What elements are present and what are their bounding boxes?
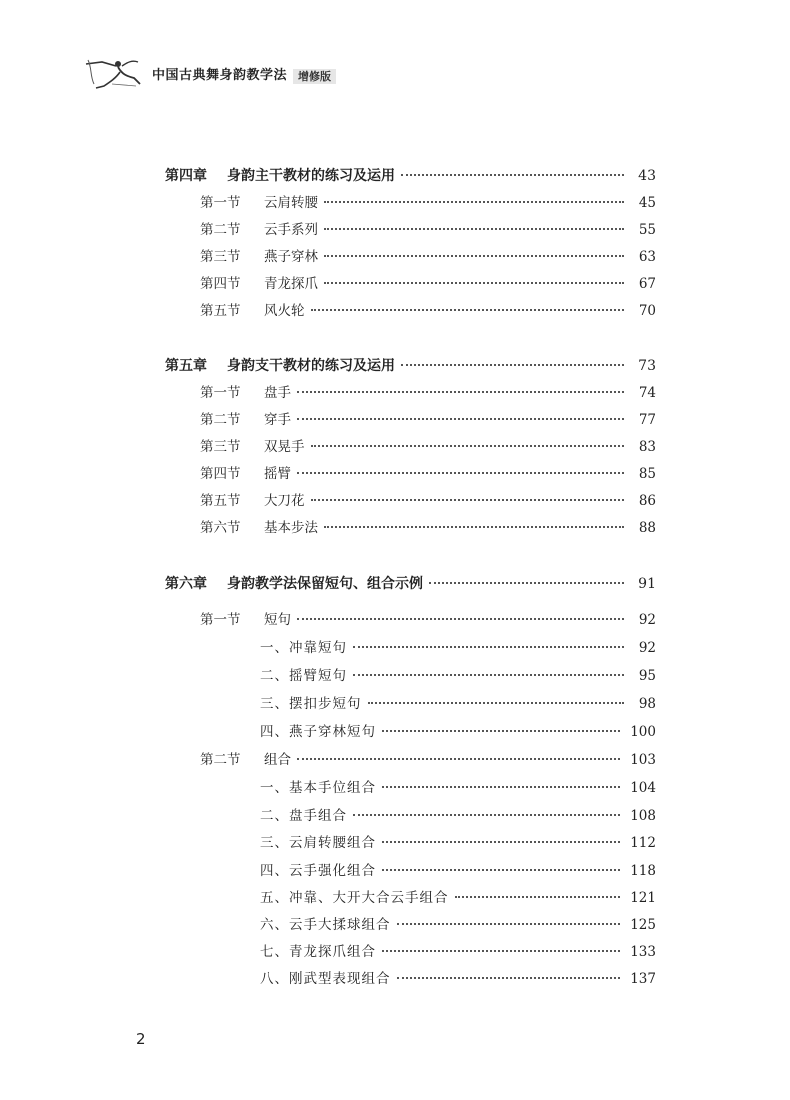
- leader-dots: [324, 526, 624, 528]
- toc-row-sub[interactable]: [260, 887, 656, 909]
- section-title: 盘手: [264, 385, 291, 401]
- section-number: 第五节: [200, 303, 241, 319]
- section-number: 第四节: [200, 276, 241, 292]
- chapter-title: 身韵支干教材的练习及运用: [227, 358, 395, 374]
- sub-title: 二、摇臂短句: [260, 668, 347, 684]
- page-ref: 133: [630, 944, 656, 960]
- section-title: 摇臂: [264, 466, 291, 482]
- page-ref: 112: [630, 835, 656, 851]
- page-ref: 137: [630, 971, 656, 987]
- leader-dots: [429, 582, 624, 584]
- section-title: 大刀花: [264, 493, 305, 509]
- page-ref: 83: [638, 439, 656, 455]
- sub-title: 五、冲靠、大开大合云手组合: [260, 890, 449, 906]
- section-number: 第一节: [200, 612, 241, 628]
- leader-dots: [324, 282, 624, 284]
- sub-title: 一、基本手位组合: [260, 780, 376, 796]
- toc-row-section[interactable]: [200, 246, 656, 268]
- leader-dots: [401, 364, 624, 366]
- leader-dots: [382, 950, 620, 952]
- leader-dots: [324, 255, 624, 257]
- leader-dots: [311, 499, 625, 501]
- page-ref: 125: [630, 917, 656, 933]
- page-ref: 43: [638, 168, 656, 184]
- section-number: 第二节: [200, 752, 241, 768]
- leader-dots: [353, 674, 624, 676]
- page-ref: 100: [630, 724, 656, 740]
- toc-row-section[interactable]: [200, 382, 656, 404]
- leader-dots: [297, 758, 620, 760]
- sub-title: 三、摆扣步短句: [260, 696, 362, 712]
- leader-dots: [297, 618, 624, 620]
- toc-row-sub[interactable]: [260, 777, 656, 799]
- leader-dots: [353, 646, 624, 648]
- toc-row-section[interactable]: [200, 436, 656, 458]
- leader-dots: [324, 201, 624, 203]
- page-ref: 63: [638, 249, 656, 265]
- page-ref: 73: [638, 358, 656, 374]
- leader-dots: [397, 923, 621, 925]
- leader-dots: [382, 730, 620, 732]
- toc-row-sub[interactable]: [260, 693, 656, 715]
- page-ref: 92: [638, 640, 656, 656]
- sub-title: 二、盘手组合: [260, 808, 347, 824]
- toc-row-sub[interactable]: [260, 637, 656, 659]
- page-ref: 88: [638, 520, 656, 536]
- page-ref: 85: [638, 466, 656, 482]
- page-ref: 45: [638, 195, 656, 211]
- sub-title: 四、燕子穿林短句: [260, 724, 376, 740]
- page-ref: 91: [638, 576, 656, 592]
- section-title: 穿手: [264, 412, 291, 428]
- section-title: 基本步法: [264, 520, 318, 536]
- section-title: 青龙探爪: [264, 276, 318, 292]
- toc-row-sub[interactable]: [260, 721, 656, 743]
- toc-row-sub[interactable]: [260, 805, 656, 827]
- page-ref: 92: [638, 612, 656, 628]
- toc-row-sub[interactable]: [260, 665, 656, 687]
- chapter-title: 身韵主干教材的练习及运用: [227, 168, 395, 184]
- section-number: 第一节: [200, 385, 241, 401]
- chapter-number: 第六章: [165, 576, 207, 592]
- page-ref: 67: [638, 276, 656, 292]
- toc-row-section[interactable]: [200, 409, 656, 431]
- chapter-number: 第四章: [165, 168, 207, 184]
- section-title: 云手系列: [264, 222, 318, 238]
- section-title: 燕子穿林: [264, 249, 318, 265]
- toc-row-section[interactable]: [200, 749, 656, 771]
- chapter-number: 第五章: [165, 358, 207, 374]
- leader-dots: [382, 869, 620, 871]
- section-number: 第一节: [200, 195, 241, 211]
- sub-title: 一、冲靠短句: [260, 640, 347, 656]
- toc-row-section[interactable]: [200, 490, 656, 512]
- leader-dots: [297, 391, 624, 393]
- page-ref: 118: [630, 863, 656, 879]
- page-ref: 86: [638, 493, 656, 509]
- leader-dots: [455, 896, 621, 898]
- toc-row-chapter[interactable]: [165, 165, 656, 187]
- section-title: 双晃手: [264, 439, 305, 455]
- section-title: 风火轮: [264, 303, 305, 319]
- leader-dots: [397, 977, 621, 979]
- section-number: 第四节: [200, 466, 241, 482]
- section-number: 第五节: [200, 493, 241, 509]
- section-number: 第三节: [200, 249, 241, 265]
- leader-dots: [311, 445, 625, 447]
- section-number: 第三节: [200, 439, 241, 455]
- leader-dots: [311, 309, 625, 311]
- toc-row-section[interactable]: [200, 609, 656, 631]
- toc-row-chapter[interactable]: [165, 355, 656, 377]
- toc-row-chapter[interactable]: [165, 573, 656, 595]
- sub-title: 三、云肩转腰组合: [260, 835, 376, 851]
- book-title: 中国古典舞身韵教学法: [152, 68, 288, 83]
- section-number: 第六节: [200, 520, 241, 536]
- edition-badge: 增修版: [293, 69, 336, 84]
- leader-dots: [297, 418, 624, 420]
- page-ref: 74: [638, 385, 656, 401]
- section-title: 组合: [264, 752, 291, 768]
- page-ref: 98: [638, 696, 656, 712]
- page-ref: 77: [638, 412, 656, 428]
- section-number: 第二节: [200, 412, 241, 428]
- toc-row-section[interactable]: [200, 192, 656, 214]
- leader-dots: [382, 786, 620, 788]
- sub-title: 四、云手强化组合: [260, 863, 376, 879]
- page-ref: 108: [630, 808, 656, 824]
- toc-row-section[interactable]: [200, 273, 656, 295]
- page-ref: 104: [630, 780, 656, 796]
- leader-dots: [297, 472, 624, 474]
- sub-title: 八、刚武型表现组合: [260, 971, 391, 987]
- leader-dots: [382, 841, 620, 843]
- page-ref: 95: [638, 668, 656, 684]
- section-title: 云肩转腰: [264, 195, 318, 211]
- leader-dots: [353, 814, 620, 816]
- toc-row-sub[interactable]: [260, 860, 656, 882]
- page-number: 2: [136, 1030, 146, 1048]
- toc-row-sub[interactable]: [260, 832, 656, 854]
- section-number: 第二节: [200, 222, 241, 238]
- page-ref: 70: [638, 303, 656, 319]
- leader-dots: [324, 228, 624, 230]
- leader-dots: [368, 702, 625, 704]
- toc-row-sub[interactable]: [260, 941, 656, 963]
- toc-row-section[interactable]: [200, 463, 656, 485]
- toc-row-section[interactable]: [200, 300, 656, 322]
- page-ref: 103: [630, 752, 656, 768]
- sub-title: 七、青龙探爪组合: [260, 944, 376, 960]
- page-ref: 55: [638, 222, 656, 238]
- leader-dots: [401, 174, 624, 176]
- toc-row-sub[interactable]: [260, 968, 656, 990]
- toc-row-section[interactable]: [200, 517, 656, 539]
- toc-row-sub[interactable]: [260, 914, 656, 936]
- chapter-title: 身韵教学法保留短句、组合示例: [227, 576, 423, 592]
- toc-row-section[interactable]: [200, 219, 656, 241]
- section-title: 短句: [264, 612, 291, 628]
- sub-title: 六、云手大揉球组合: [260, 917, 391, 933]
- page-ref: 121: [630, 890, 656, 906]
